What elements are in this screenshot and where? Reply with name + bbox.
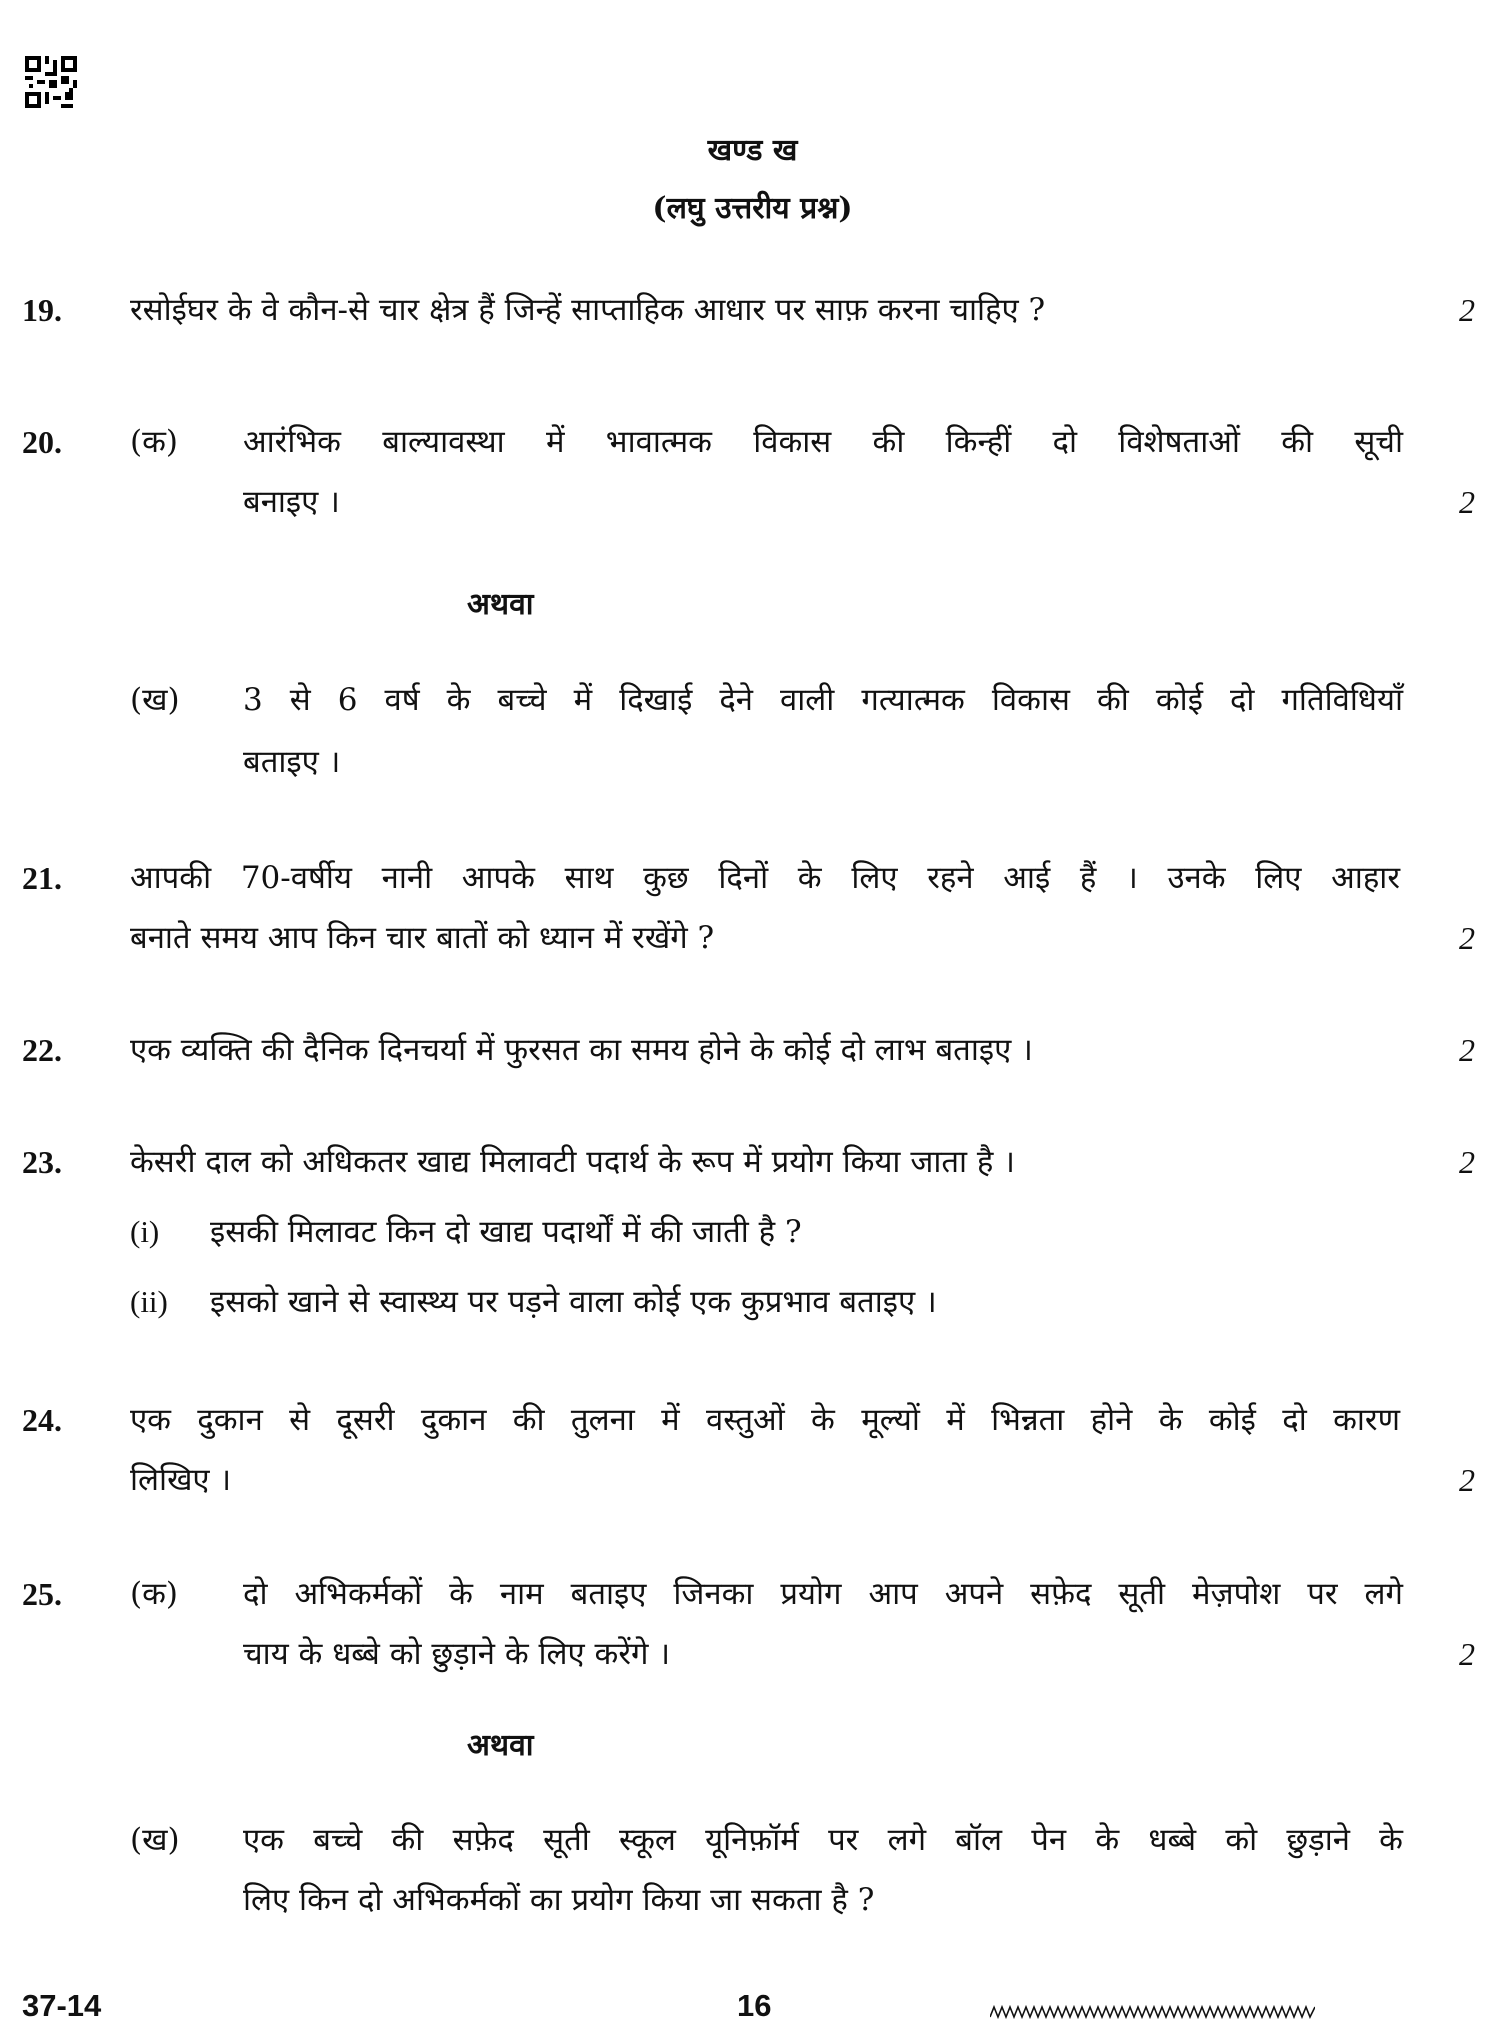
question-text: बनाते समय आप किन चार बातों को ध्यान में रखेंगे ? (130, 920, 715, 956)
question-text: एक व्यक्ति की दैनिक दिनचर्या में फुरसत का समय होने के कोई दो लाभ बताइए । (130, 1032, 1033, 1068)
option-label: (क) (130, 424, 178, 460)
option-label: (ख) (130, 682, 180, 718)
question-text: बनाइए । (243, 484, 340, 520)
marks: 2 (1459, 292, 1475, 328)
question-number: 19. (22, 292, 62, 328)
marks: 2 (1459, 1032, 1475, 1068)
question-text: एक बच्चे की सफ़ेद सूती स्कूल यूनिफ़ॉर्म पर लगे बॉल पेन के धब्बे को छुड़ाने के (243, 1822, 1403, 1858)
question-text: लिए किन दो अभिकर्मकों का प्रयोग किया जा सकता है ? (243, 1882, 875, 1918)
subpart-label: (ii) (130, 1284, 168, 1319)
page-number: 16 (737, 1988, 772, 2023)
question-text: रसोईघर के वे कौन-से चार क्षेत्र हैं जिन्हें साप्ताहिक आधार पर साफ़ करना चाहिए ? (130, 292, 1046, 328)
marks: 2 (1459, 484, 1475, 520)
question-text: आरंभिक बाल्यावस्था में भावात्मक विकास की किन्हीं दो विशेषताओं की सूची (243, 424, 1403, 460)
marks: 2 (1459, 920, 1475, 956)
subpart-label: (i) (130, 1214, 160, 1249)
paper-code: 37-14 (22, 1988, 102, 2023)
section-subtitle: (लघु उत्तरीय प्रश्न) (652, 191, 853, 226)
marks: 2 (1459, 1636, 1475, 1672)
subpart-text: इसको खाने से स्वास्थ्य पर पड़ने वाला कोई एक कुप्रभाव बताइए । (210, 1284, 937, 1320)
question-number: 21. (22, 860, 62, 896)
subpart-text: इसकी मिलावट किन दो खाद्य पदार्थों में की जाती है ? (210, 1214, 802, 1250)
question-number: 20. (22, 424, 62, 460)
question-number: 22. (22, 1032, 62, 1068)
question-number: 25. (22, 1576, 62, 1612)
question-text: बताइए । (243, 744, 341, 780)
wavy-line-icon (990, 2003, 1315, 2021)
section-title: खण्ड ख (707, 133, 798, 168)
qr-code-icon (25, 56, 77, 108)
question-text: आपकी 70-वर्षीय नानी आपके साथ कुछ दिनों के लिए रहने आई हैं । उनके लिए आहार (130, 860, 1400, 896)
option-label: (ख) (130, 1822, 180, 1858)
question-text: 3 से 6 वर्ष के बच्चे में दिखाई देने वाली गत्यात्मक विकास की कोई दो गतिविधियाँ (243, 682, 1403, 718)
question-text: दो अभिकर्मकों के नाम बताइए जिनका प्रयोग आप अपने सफ़ेद सूती मेज़पोश पर लगे (243, 1576, 1403, 1612)
question-text: एक दुकान से दूसरी दुकान की तुलना में वस्तुओं के मूल्यों में भिन्नता होने के कोई दो कारण (130, 1402, 1400, 1438)
question-number: 24. (22, 1402, 62, 1438)
question-number: 23. (22, 1144, 62, 1180)
question-text: लिखिए । (130, 1462, 232, 1498)
or-label: अथवा (467, 587, 534, 622)
option-label: (क) (130, 1576, 178, 1612)
marks: 2 (1459, 1144, 1475, 1180)
or-label: अथवा (467, 1728, 534, 1763)
question-text: चाय के धब्बे को छुड़ाने के लिए करेंगे । (243, 1636, 671, 1672)
question-text: केसरी दाल को अधिकतर खाद्य मिलावटी पदार्थ के रूप में प्रयोग किया जाता है । (130, 1144, 1015, 1180)
marks: 2 (1459, 1462, 1475, 1498)
